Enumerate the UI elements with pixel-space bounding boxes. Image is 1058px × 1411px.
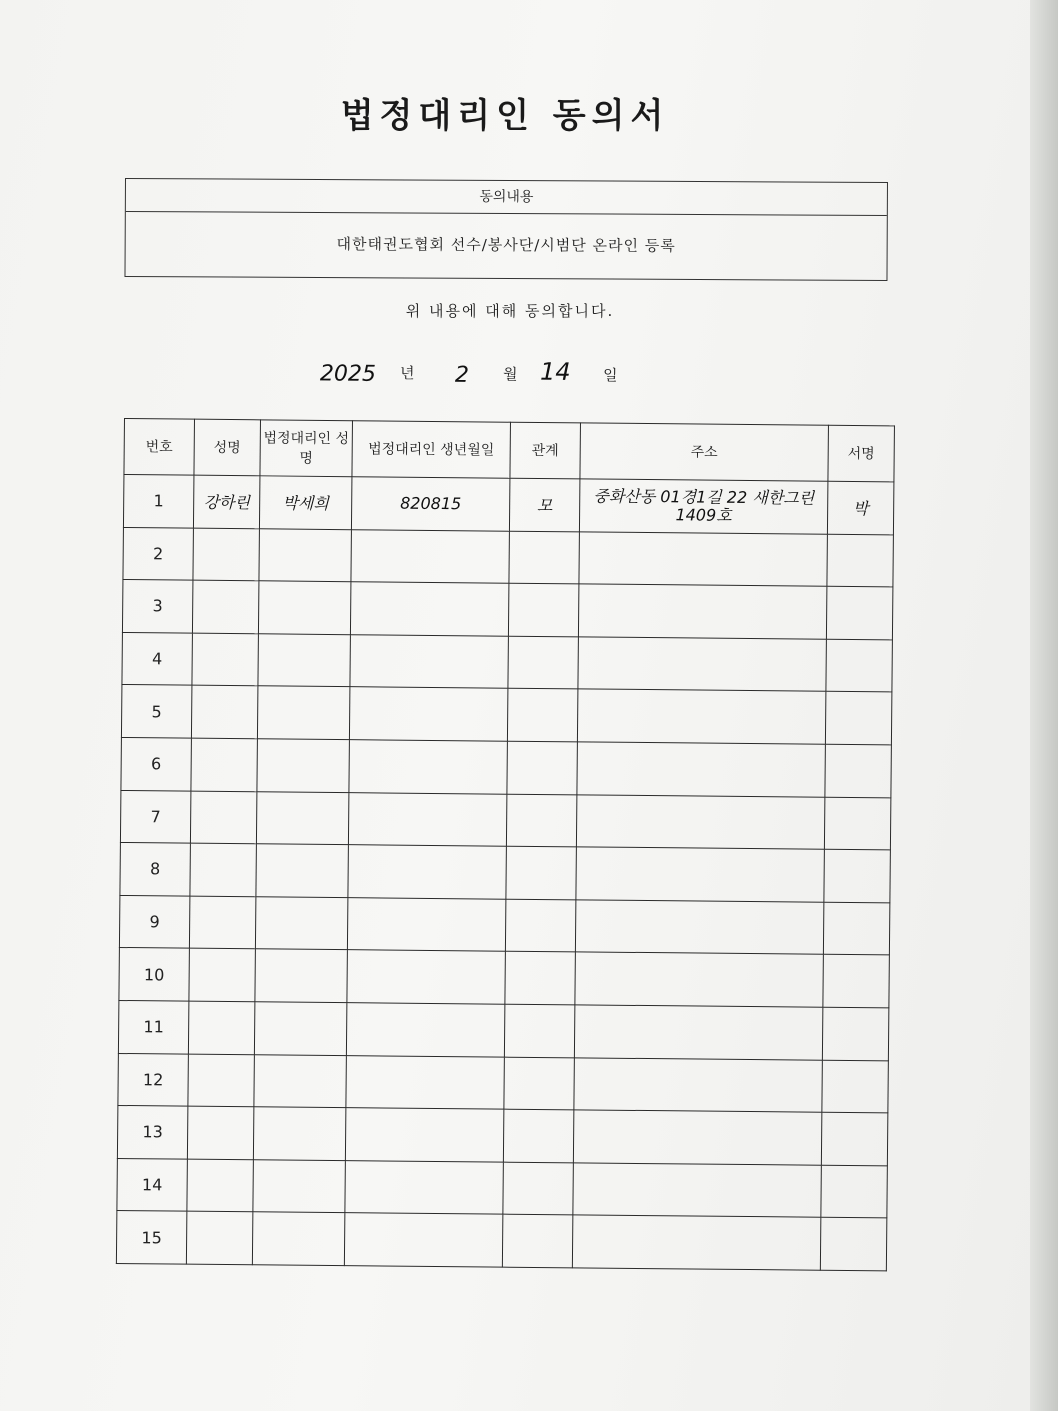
header-signature: 서명 (828, 425, 895, 482)
cell-relation (508, 636, 579, 689)
cell-number: 10 (119, 948, 190, 1001)
table-row (123, 475, 893, 535)
cell-guardian-name (259, 528, 352, 581)
cell-guardian-name (255, 949, 348, 1002)
cell-signature (824, 797, 891, 850)
cell-relation (507, 741, 578, 794)
cell-address (579, 531, 827, 586)
cell-guardian-birth (345, 1160, 503, 1214)
cell-guardian-birth (350, 634, 508, 688)
cell-guardian-birth (346, 1055, 504, 1109)
cell-number: 11 (118, 1000, 189, 1053)
agreement-statement: 위 내용에 대해 동의합니다. (405, 302, 615, 320)
cell-relation (502, 1214, 573, 1267)
cell-name (190, 791, 257, 844)
cell-guardian-birth (348, 845, 506, 899)
table-row (117, 1158, 887, 1218)
header-guardian-birth: 법정대리인 생년월일 (352, 421, 511, 479)
header-number: 번호 (124, 419, 195, 476)
cell-guardian-birth: 820815 (351, 477, 509, 531)
cell-guardian-birth (350, 582, 508, 636)
cell-number: 3 (122, 580, 193, 633)
cell-address (573, 1110, 821, 1165)
cell-address (578, 584, 826, 639)
cell-name: 강하린 (193, 475, 260, 528)
cell-signature (826, 586, 893, 639)
cell-address (576, 794, 824, 849)
table-row (122, 580, 892, 640)
document-title: 법정대리인 동의서 (340, 96, 670, 136)
cell-name (188, 1054, 255, 1107)
cell-relation (508, 583, 579, 636)
cell-number: 2 (123, 527, 194, 580)
cell-guardian-name: 박세희 (259, 476, 352, 529)
cell-relation (504, 1057, 575, 1110)
background-edge (1030, 0, 1058, 1411)
cell-relation (504, 1004, 575, 1057)
cell-relation (506, 846, 577, 899)
table-header-row (124, 419, 895, 482)
cell-number: 14 (117, 1158, 188, 1211)
cell-guardian-birth (349, 740, 507, 794)
cell-guardian-name (254, 1054, 347, 1107)
cell-name (188, 1001, 255, 1054)
cell-guardian-name (256, 844, 349, 897)
cell-guardian-name (255, 897, 348, 950)
table-row (123, 527, 893, 587)
cell-guardian-birth (344, 1213, 502, 1267)
date-day-value: 14 (539, 357, 571, 386)
cell-guardian-birth (348, 792, 506, 846)
date-line (320, 353, 640, 396)
cell-signature (820, 1218, 887, 1271)
consent-table (116, 418, 895, 1271)
cell-guardian-birth (347, 897, 505, 951)
cell-signature (826, 639, 893, 692)
cell-name (186, 1211, 253, 1264)
cell-relation (506, 794, 577, 847)
cell-address (574, 1005, 822, 1060)
cell-address: 중화산동 01경1길 22 새한그린 1409호 (579, 479, 827, 534)
cell-number: 7 (120, 790, 191, 843)
date-year-value: 2025 (319, 361, 377, 387)
cell-name (192, 580, 259, 633)
cell-address (576, 847, 824, 902)
date-month-label: 월 (502, 365, 518, 384)
cell-name (191, 738, 258, 791)
cell-relation: 모 (509, 478, 580, 531)
table-row (121, 737, 891, 797)
table-row (121, 685, 891, 745)
cell-signature (827, 534, 894, 587)
table-row (116, 1211, 886, 1271)
cell-signature (825, 692, 892, 745)
cell-address (575, 952, 823, 1007)
cell-guardian-name (253, 1107, 346, 1160)
cell-signature (823, 955, 890, 1008)
cell-address (577, 742, 825, 797)
table-row (117, 1106, 887, 1166)
cell-relation (507, 689, 578, 742)
cell-guardian-birth (346, 1003, 504, 1057)
cell-signature (821, 1112, 888, 1165)
cell-address (574, 1057, 822, 1112)
cell-signature (823, 902, 890, 955)
cell-name (187, 1159, 254, 1212)
cell-number: 6 (121, 737, 192, 790)
cell-address (577, 689, 825, 744)
cell-address (578, 637, 826, 692)
cell-address (573, 1163, 821, 1218)
cell-relation (503, 1109, 574, 1162)
cell-guardian-birth (351, 529, 509, 583)
table-row (119, 948, 889, 1008)
cell-number: 5 (121, 685, 192, 738)
cell-number: 13 (117, 1106, 188, 1159)
cell-name (191, 686, 258, 739)
cell-guardian-birth (347, 950, 505, 1004)
date-year-label: 년 (399, 364, 415, 383)
cell-name (189, 948, 256, 1001)
cell-relation (503, 1162, 574, 1215)
cell-guardian-name (258, 634, 351, 687)
cell-number: 12 (118, 1053, 189, 1106)
header-guardian-name: 법정대리인 성명 (260, 420, 353, 477)
cell-name (193, 528, 260, 581)
header-address: 주소 (580, 423, 829, 481)
cell-guardian-name (257, 686, 350, 739)
cell-number: 4 (122, 632, 193, 685)
cell-signature (822, 1007, 889, 1060)
table-row (119, 895, 889, 955)
cell-guardian-name (253, 1159, 346, 1212)
cell-signature: 박 (827, 481, 894, 534)
table-row (120, 843, 890, 903)
header-relation: 관계 (510, 422, 581, 479)
cell-guardian-name (256, 791, 349, 844)
consent-header: 동의내용 (126, 179, 887, 216)
cell-guardian-name (257, 739, 350, 792)
table-row (118, 1053, 888, 1113)
cell-signature (822, 1060, 889, 1113)
cell-name (190, 843, 257, 896)
cell-guardian-name (254, 1002, 347, 1055)
header-name: 성명 (194, 419, 261, 476)
consent-content: 대한태권도협회 선수/봉사단/시범단 온라인 등록 (336, 235, 676, 255)
signature-table-wrapper (116, 418, 895, 1271)
cell-number: 15 (116, 1211, 187, 1264)
cell-relation (509, 531, 580, 584)
cell-relation (505, 952, 576, 1005)
table-row (122, 632, 892, 692)
cell-relation (505, 899, 576, 952)
cell-signature (825, 744, 892, 797)
date-month-value: 2 (454, 362, 470, 388)
cell-name (189, 896, 256, 949)
table-row (120, 790, 890, 850)
cell-name (187, 1106, 254, 1159)
cell-guardian-birth (349, 687, 507, 741)
cell-number: 8 (120, 843, 191, 896)
cell-number: 1 (123, 475, 194, 528)
table-row (118, 1000, 888, 1060)
cell-signature (821, 1165, 888, 1218)
cell-guardian-name (258, 581, 351, 634)
consent-section (124, 178, 888, 281)
cell-name (192, 633, 259, 686)
cell-guardian-birth (345, 1108, 503, 1162)
cell-address (572, 1215, 820, 1270)
cell-number: 9 (119, 895, 190, 948)
cell-signature (824, 849, 891, 902)
cell-address (575, 900, 823, 955)
date-day-label: 일 (602, 366, 618, 385)
cell-guardian-name (252, 1212, 345, 1265)
